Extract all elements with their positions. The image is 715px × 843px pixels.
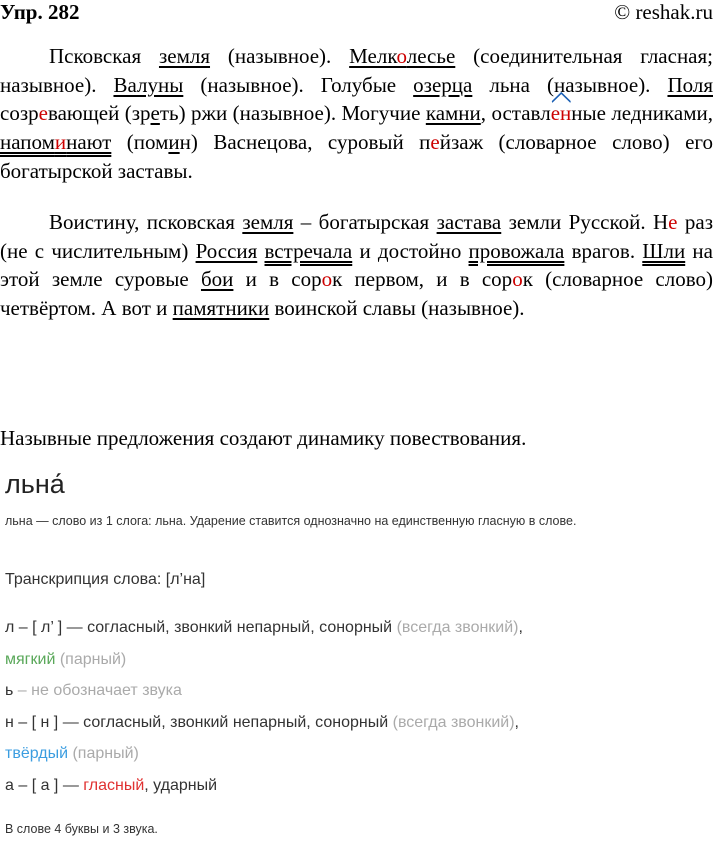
paragraph-1: Псковская земля (назывное). Мелколесье (соединительная гласная; назывное). Валуны (назывное). Голубые озерца льна (назывное). Поля созревающей (зреть) ржи (назывное). Могучие камни, оставл енные ледниками, напоминают (помин) Васнецова, суровый пейзаж (словарное слово) его богатырской заставы. [0,44,713,183]
letter-line-l-soft: мягкий (парный) [5,651,127,668]
suffix-mark: ен [551,101,572,125]
phonetic-transcription: Транскрипция слова: [л’на] [5,571,206,588]
conclusion-text: Назывные предложения создают динамику повествования. [0,426,527,450]
letter-line-n: н – [ н ] — согласный, звонкий непарный, сонорный (всегда звонкий), [5,714,519,731]
letter-sound-count: В слове 4 буквы и 3 звука. [5,822,158,836]
letter-line-soft-sign: ь – не обозначает звука [5,682,182,699]
phonetic-description: льна — слово из 1 слога: льна. Ударение ставится однозначно на единственную гласную в слове. [5,514,577,528]
letter-line-l: л – [ л’ ] — согласный, звонкий непарный, сонорный (всегда звонкий), [5,619,523,636]
site-credit: © reshak.ru [614,0,713,24]
letter-line-a: а – [ а ] — гласный, ударный [5,777,218,794]
phonetic-word: льна́ [5,469,65,499]
exercise-title: Упр. 282 [0,0,80,24]
paragraph-2: Воистину, псковская земля – богатырская застава земли Русской. Не раз (не с числительным) Россия встречала и достойно провожала врагов. Шли на этой земле суровые бои и в сорок первом, и в сорок (словарное слово) четвёртом. А вот и памятники воинской славы (назывное). [0,210,713,321]
letter-line-n-hard: твёрдый (парный) [5,745,139,762]
